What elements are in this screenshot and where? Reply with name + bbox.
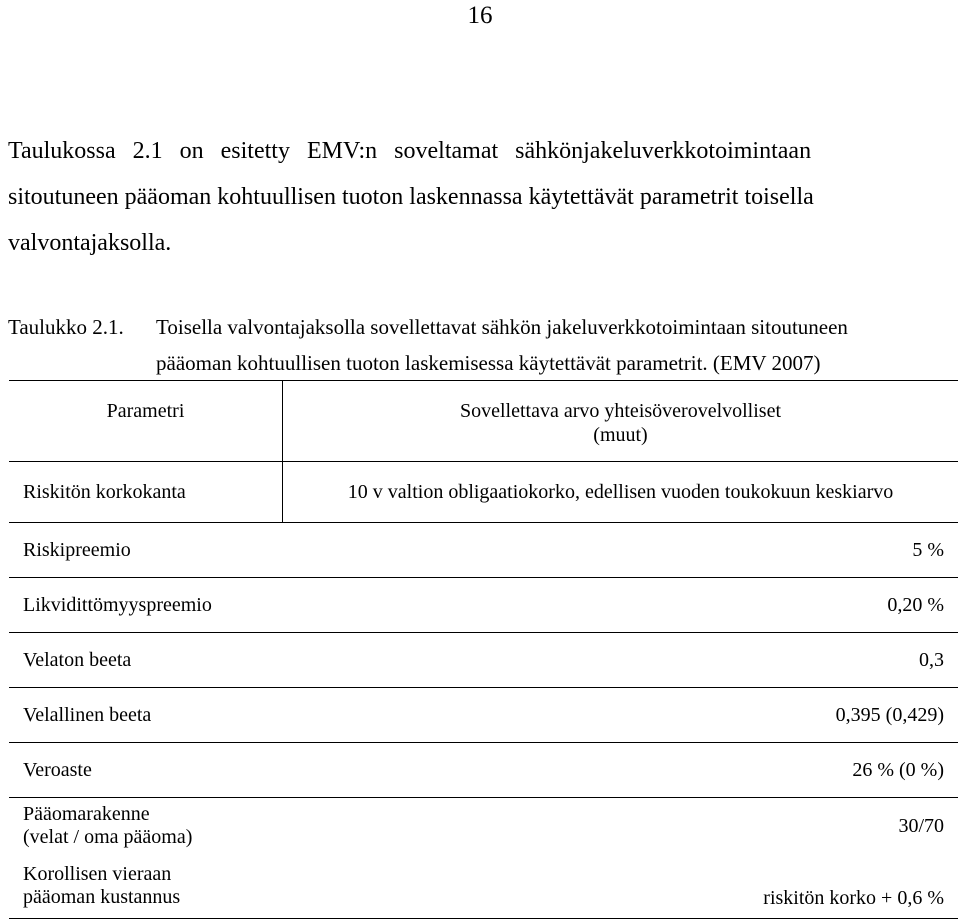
table-row-debt-cost: [9, 854, 958, 919]
param-value: 0,20 %: [887, 594, 944, 616]
row-cell: [9, 743, 958, 798]
row-cell: [9, 578, 958, 633]
param-debt-cost: [9, 854, 283, 919]
param-value: 0,3: [919, 649, 944, 671]
intro-paragraph: [8, 128, 958, 266]
table-header-row: [9, 381, 958, 462]
param-name: Veroaste: [23, 759, 92, 781]
caption-line-1: Toisella valvontajaksolla sovellettavat sähkön jakeluverkkotoimintaan sitoutuneen: [156, 315, 848, 339]
intro-line-2: sitoutuneen pääoman kohtuullisen tuoton laskennassa käytettävät parametrit toisella: [8, 184, 814, 210]
value-capital-structure: 30/70: [898, 815, 944, 837]
caption-number: Taulukko 2.1.: [8, 315, 124, 339]
row-cell: [9, 633, 958, 688]
intro-line-1: [8, 128, 958, 174]
table-row: [9, 578, 958, 633]
param-value: 5 %: [912, 539, 944, 561]
row-cell: [9, 523, 958, 578]
param-name: Velaton beeta: [23, 649, 132, 671]
table-caption: [8, 309, 958, 381]
param-name: Riskipreemio: [23, 539, 131, 561]
intro-line-3: valvontajaksolla.: [8, 230, 172, 256]
header-value: [283, 381, 959, 462]
row-cell: [9, 688, 958, 743]
param-risk-free: Riskitön korkokanta: [9, 462, 283, 523]
page-number: 16: [467, 2, 493, 29]
table-row: [9, 743, 958, 798]
header-value-line-1: Sovellettava arvo yhteisöverovelvolliset: [459, 400, 782, 422]
param-debt-cost-line-1: Korollisen vieraan: [23, 863, 172, 885]
header-parameter: Parametri: [9, 381, 283, 462]
header-value-line-2: (muut): [593, 424, 648, 446]
param-capital-structure: [9, 798, 283, 855]
param-value: 0,395 (0,429): [835, 704, 944, 726]
caption-line-2: pääoman kohtuullisen tuoton laskemisessa käytettävät parametrit. (EMV 2007): [156, 351, 821, 375]
param-capital-structure-line-2: (velat / oma pääoma): [23, 826, 193, 848]
param-debt-cost-line-2: pääoman kustannus: [23, 886, 181, 908]
value-risk-free: 10 v valtion obligaatiokorko, edellisen vuoden toukokuun keskiarvo: [347, 481, 894, 503]
param-name: Likvidittömyyspreemio: [23, 594, 212, 616]
table-row: [9, 633, 958, 688]
parameters-table: [9, 380, 958, 919]
table-row: [9, 523, 958, 578]
value-debt-cost: riskitön korko + 0,6 %: [763, 887, 944, 909]
table-row-capital-structure: [9, 798, 958, 855]
table-row: [9, 688, 958, 743]
intro-line-1-text: Taulukossa 2.1 on esitetty EMV:n soveltamat sähkönjakeluverkkotoimintaan: [8, 138, 812, 164]
table-row-risk-free: [9, 462, 958, 523]
param-name: Velallinen beeta: [23, 704, 152, 726]
param-capital-structure-line-1: Pääomarakenne: [23, 803, 150, 825]
param-value: 26 % (0 %): [852, 759, 944, 781]
